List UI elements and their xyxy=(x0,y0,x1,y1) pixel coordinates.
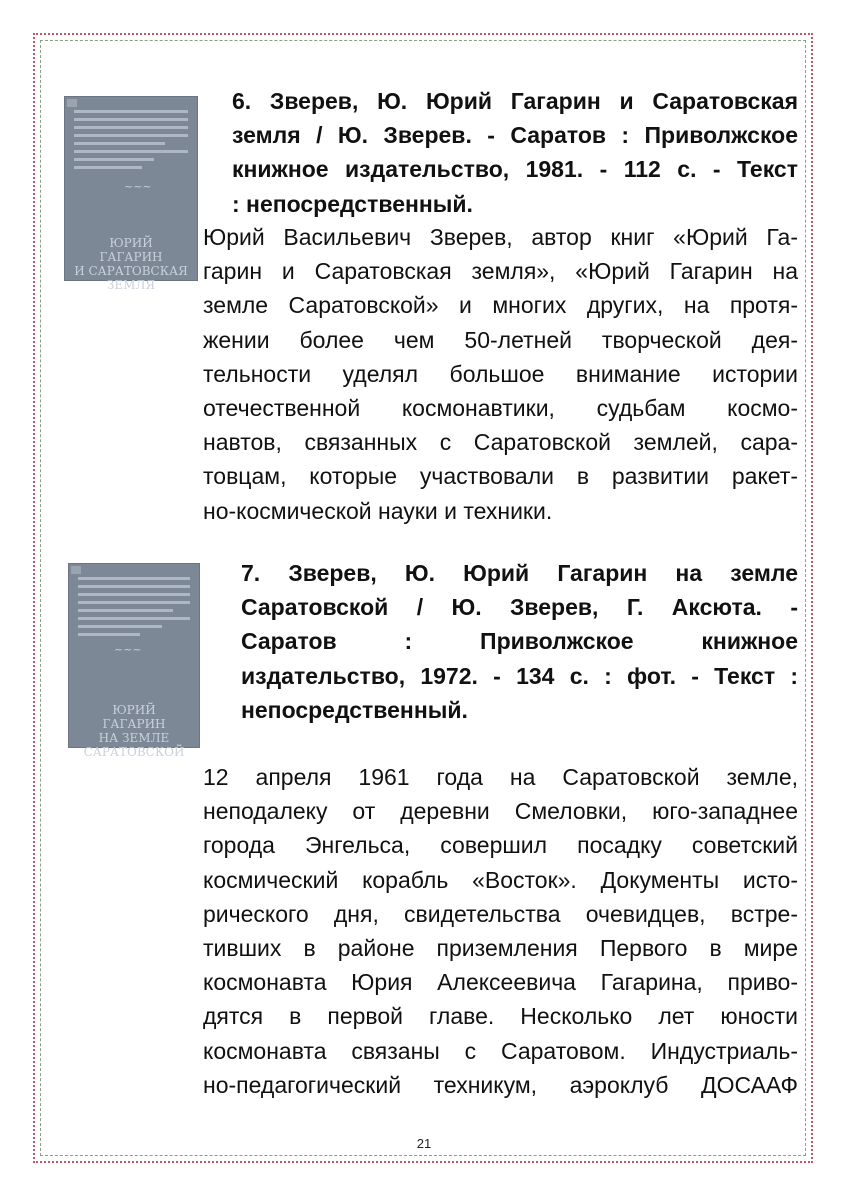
body-line: космонавта Юрия Алексеевича Гагарина, приво- xyxy=(203,969,798,996)
book-cover-image: ~~~ ЮРИЙ ГАГАРИН И САРАТОВСКАЯ ЗЕМЛЯ xyxy=(64,96,198,281)
title-line: книжное издательство, 1981. - 112 с. - Текст xyxy=(232,156,798,183)
body-line: гарин и Саратовская земля», «Юрий Гагарин на xyxy=(203,258,798,285)
body-line: дятся в первой главе. Несколько лет юности xyxy=(203,1003,798,1030)
title-line: земля / Ю. Зверев. - Саратов : Приволжское xyxy=(232,122,798,149)
body-line: отечественной космонавтики, судьбам космо- xyxy=(203,395,798,422)
body-line: товцам, которые участвовали в развитии ракет- xyxy=(203,463,798,490)
book-cover-image: ~~~ ЮРИЙ ГАГАРИН НА ЗЕМЛЕ САРАТОВСКОЙ xyxy=(68,563,200,748)
body-line: тельности уделял большое внимание истории xyxy=(203,360,798,387)
title-line: непосредственный. xyxy=(241,696,468,723)
page-number: 21 xyxy=(416,1136,432,1151)
entry-7-description xyxy=(203,760,798,1102)
body-line: но-педагогический техникум, аэроклуб ДОСААФ xyxy=(203,1071,798,1098)
entry-7-title xyxy=(241,556,798,727)
body-line: земле Саратовской» и многих других, на протя- xyxy=(203,292,798,319)
body-line: рического дня, свидетельства очевидцев, встре- xyxy=(203,900,798,927)
title-line: : непосредственный. xyxy=(232,190,473,217)
title-line: 6. Зверев, Ю. Юрий Гагарин и Саратовская xyxy=(232,88,798,114)
title-line: издательство, 1972. - 134 с. : фот. - Текст : xyxy=(241,662,798,689)
body-line: жении более чем 50-летней творческой дея- xyxy=(203,326,798,353)
body-line: города Энгельса, совершил посадку советский xyxy=(203,832,798,859)
title-line: Саратовской / Ю. Зверев, Г. Аксюта. - xyxy=(241,594,798,621)
body-line: но-космической науки и техники. xyxy=(203,497,553,524)
body-line: космонавта связаны с Саратовом. Индустриаль- xyxy=(203,1037,798,1064)
entry-6-title xyxy=(232,84,798,221)
body-line: неподалеку от деревни Смеловки, юго-западнее xyxy=(203,798,798,825)
title-line: Саратов : Приволжское книжное xyxy=(241,628,798,655)
entry-6-description xyxy=(203,220,798,528)
body-line: тивших в районе приземления Первого в мире xyxy=(203,935,798,962)
body-line: космический корабль «Восток». Документы исто- xyxy=(203,866,798,893)
body-line: 12 апреля 1961 года на Саратовской земле, xyxy=(203,764,798,790)
body-line: навтов, связанных с Саратовской землей, сара- xyxy=(203,429,798,456)
title-line: 7. Зверев, Ю. Юрий Гагарин на земле xyxy=(241,560,798,586)
body-line: Юрий Васильевич Зверев, автор книг «Юрий Га- xyxy=(203,224,798,250)
